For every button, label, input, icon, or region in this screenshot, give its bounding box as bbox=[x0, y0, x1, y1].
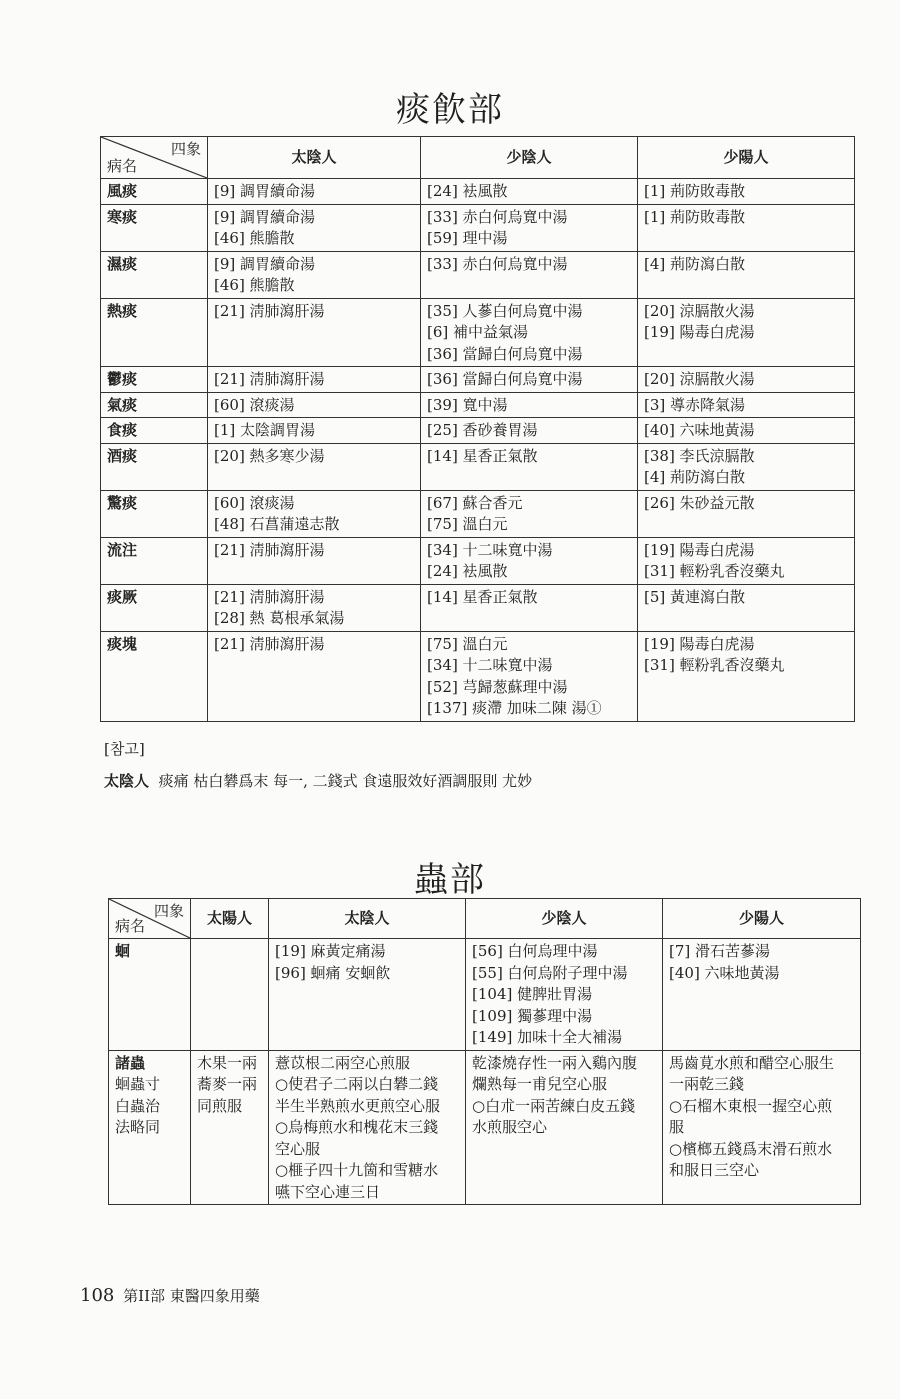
prescription-item: [20] 熱多寒少湯 bbox=[214, 446, 325, 465]
column-header: 少陽人 bbox=[663, 899, 861, 939]
prescription-item: [1] 荊防敗毒散 bbox=[644, 182, 746, 200]
prescription-cell bbox=[208, 251, 421, 298]
disease-name-cell bbox=[109, 939, 191, 1051]
prescription-item: [24] 袪風散 bbox=[427, 562, 508, 580]
prescription-item: [31] 輕粉乳香沒藥丸 bbox=[644, 562, 785, 580]
prescription-item: [21] 淸肺瀉肝湯 bbox=[214, 301, 325, 320]
prescription-item: 服 bbox=[669, 1118, 685, 1136]
disease-name: 諸蟲 bbox=[115, 1053, 146, 1072]
header-disease-label: 病名 bbox=[115, 916, 146, 935]
table-row bbox=[101, 204, 855, 251]
prescription-cell bbox=[421, 584, 638, 631]
prescription-item: ○檳榔五錢爲末滑石煎水 bbox=[669, 1139, 833, 1158]
table-row bbox=[109, 939, 861, 1051]
prescription-cell bbox=[466, 1050, 663, 1205]
disease-name: 鬱痰 bbox=[107, 370, 138, 388]
prescription-cell bbox=[208, 584, 421, 631]
note-subject: 太陰人 bbox=[104, 772, 150, 790]
prescription-item: [75] 溫白元 bbox=[427, 515, 508, 533]
prescription-cell bbox=[638, 490, 855, 537]
prescription-item: [40] 六味地黃湯 bbox=[669, 963, 780, 982]
disease-name-cell bbox=[101, 204, 208, 251]
prescription-cell bbox=[663, 939, 861, 1051]
prescription-item: [40] 六味地黃湯 bbox=[644, 421, 755, 439]
prescription-cell bbox=[208, 490, 421, 537]
disease-name: 食痰 bbox=[107, 421, 138, 439]
disease-name-cell bbox=[101, 631, 208, 721]
table-row bbox=[101, 490, 855, 537]
prescription-cell bbox=[421, 251, 638, 298]
column-header: 少陰人 bbox=[421, 137, 638, 179]
footer-book: 東醫四象用藥 bbox=[169, 1287, 260, 1305]
prescription-item: 一兩乾三錢 bbox=[669, 1075, 745, 1093]
prescription-item: [9] 調胃續命湯 bbox=[214, 182, 316, 200]
prescription-cell bbox=[208, 298, 421, 367]
prescription-item: 爛熟每一甫兒空心服 bbox=[472, 1075, 608, 1093]
disease-name-cell bbox=[101, 584, 208, 631]
prescription-cell bbox=[421, 490, 638, 537]
prescription-item: [36] 當歸白何烏寬中湯 bbox=[427, 370, 583, 388]
table-row bbox=[101, 251, 855, 298]
prescription-item: [4] 荊防瀉白散 bbox=[644, 468, 746, 486]
prescription-item: [20] 涼膈散火湯 bbox=[644, 370, 755, 388]
disease-name-cell bbox=[101, 537, 208, 584]
prescription-cell bbox=[421, 537, 638, 584]
prescription-item: [137] 痰滯 加味二陳 湯① bbox=[427, 699, 602, 717]
table-row bbox=[101, 631, 855, 721]
prescription-item: [39] 寬中湯 bbox=[427, 395, 508, 414]
prescription-item: [19] 麻黃定痛湯 bbox=[275, 942, 386, 960]
table-row bbox=[101, 179, 855, 205]
prescription-cell bbox=[638, 367, 855, 393]
prescription-item: 馬齒莧水煎和醋空心服生 bbox=[669, 1053, 835, 1072]
table-row bbox=[101, 392, 855, 418]
prescription-item: [24] 袪風散 bbox=[427, 182, 508, 200]
prescription-item: [36] 當歸白何烏寬中湯 bbox=[427, 344, 583, 363]
prescription-item: ○白朮一兩苦練白皮五錢 bbox=[472, 1096, 636, 1115]
prescription-item: 空心服 bbox=[275, 1139, 321, 1158]
prescription-cell bbox=[638, 392, 855, 418]
disease-name: 風痰 bbox=[107, 182, 138, 200]
prescription-item: ○石榴木東根一握空心煎 bbox=[669, 1096, 833, 1115]
prescription-item: ○烏梅煎水和槐花末三錢 bbox=[275, 1118, 439, 1136]
prescription-cell bbox=[663, 1050, 861, 1205]
disease-name-cell bbox=[101, 490, 208, 537]
prescription-item: [38] 李氏涼膈散 bbox=[644, 446, 755, 465]
disease-name: 蛔蟲寸 bbox=[115, 1075, 161, 1093]
prescription-item: [1] 荊防敗毒散 bbox=[644, 207, 746, 226]
table-row bbox=[101, 537, 855, 584]
header-diagonal-cell bbox=[109, 899, 191, 939]
prescription-cell bbox=[638, 298, 855, 367]
prescription-item: [46] 熊膽散 bbox=[214, 229, 295, 247]
disease-name-cell bbox=[101, 367, 208, 393]
disease-name-cell bbox=[101, 179, 208, 205]
prescription-cell bbox=[421, 298, 638, 367]
prescription-item: [25] 香砂養胃湯 bbox=[427, 421, 538, 439]
prescription-item: 半生半熟煎水更煎空心服 bbox=[275, 1096, 441, 1115]
prescription-item: [19] 陽毒白虎湯 bbox=[644, 323, 755, 341]
header-four-types-label: 四象 bbox=[170, 140, 201, 158]
prescription-item: [3] 導赤降氣湯 bbox=[644, 395, 746, 414]
disease-name: 酒痰 bbox=[107, 446, 138, 465]
prescription-cell bbox=[208, 179, 421, 205]
prescription-item: [4] 荊防瀉白散 bbox=[644, 254, 746, 273]
column-header: 少陰人 bbox=[466, 899, 663, 939]
disease-name-cell bbox=[101, 418, 208, 444]
prescription-cell bbox=[638, 204, 855, 251]
prescription-item: [21] 淸肺瀉肝湯 bbox=[214, 540, 325, 559]
prescription-item: [60] 滾痰湯 bbox=[214, 493, 295, 512]
page-number: 108 bbox=[80, 1285, 115, 1306]
prescription-item: [6] 補中益氣湯 bbox=[427, 323, 529, 341]
prescription-item: [33] 赤白何烏寬中湯 bbox=[427, 254, 568, 273]
section-title-parasite: 蟲部 bbox=[414, 860, 486, 900]
prescription-cell bbox=[638, 179, 855, 205]
prescription-cell bbox=[208, 367, 421, 393]
prescription-item: [1] 太陰調胃湯 bbox=[214, 421, 316, 439]
prescription-item: [59] 理中湯 bbox=[427, 229, 508, 247]
note-label: [참고] bbox=[104, 740, 145, 758]
parasite-table bbox=[108, 898, 861, 1205]
prescription-item: [31] 輕粉乳香沒藥丸 bbox=[644, 656, 785, 674]
prescription-item: ○使君子二兩以白礬二錢 bbox=[275, 1075, 439, 1093]
disease-name-cell bbox=[101, 443, 208, 490]
prescription-item: 和服日三空心 bbox=[669, 1161, 760, 1179]
note-body: 痰痛 枯白礬爲末 每一, 二錢式 食遠服效好酒調服則 尤妙 bbox=[158, 772, 533, 790]
prescription-item: [104] 健脾壯胃湯 bbox=[472, 985, 593, 1003]
disease-name: 痰厥 bbox=[107, 587, 138, 606]
table-row bbox=[101, 298, 855, 367]
prescription-item: ○榧子四十九箇和雪糖水 bbox=[275, 1161, 439, 1179]
prescription-cell bbox=[638, 631, 855, 721]
prescription-item: [34] 十二味寬中湯 bbox=[427, 540, 553, 559]
prescription-item: [33] 赤白何烏寬中湯 bbox=[427, 207, 568, 226]
prescription-cell bbox=[421, 179, 638, 205]
prescription-item: [67] 蘇合香元 bbox=[427, 493, 523, 512]
prescription-item: [21] 淸肺瀉肝湯 bbox=[214, 370, 325, 388]
prescription-item: [60] 滾痰湯 bbox=[214, 395, 295, 414]
column-header: 太陽人 bbox=[191, 899, 269, 939]
disease-name: 流注 bbox=[107, 540, 138, 559]
disease-name: 寒痰 bbox=[107, 207, 138, 226]
prescription-cell bbox=[208, 204, 421, 251]
prescription-cell bbox=[269, 1050, 466, 1205]
prescription-cell bbox=[638, 584, 855, 631]
prescription-item: [149] 加味十全大補湯 bbox=[472, 1028, 623, 1046]
prescription-cell bbox=[208, 418, 421, 444]
column-header: 太陰人 bbox=[208, 137, 421, 179]
header-disease-label: 病名 bbox=[107, 156, 138, 175]
header-diagonal-cell bbox=[101, 137, 208, 179]
prescription-cell bbox=[421, 367, 638, 393]
prescription-cell bbox=[208, 537, 421, 584]
prescription-item: [9] 調胃續命湯 bbox=[214, 207, 316, 226]
prescription-cell bbox=[638, 418, 855, 444]
prescription-item: 木果一兩 bbox=[197, 1053, 258, 1072]
disease-name: 驚痰 bbox=[107, 493, 138, 512]
table-row bbox=[109, 1050, 861, 1205]
disease-name: 白蟲治 bbox=[115, 1096, 161, 1115]
disease-name: 熱痰 bbox=[107, 301, 138, 320]
prescription-cell bbox=[421, 418, 638, 444]
section-title-phlegm: 痰飮部 bbox=[396, 90, 504, 130]
disease-name-cell bbox=[101, 298, 208, 367]
disease-name-cell bbox=[109, 1050, 191, 1205]
prescription-cell bbox=[421, 631, 638, 721]
prescription-item: [21] 淸肺瀉肝湯 bbox=[214, 587, 325, 606]
prescription-item: [28] 熱 葛根承氣湯 bbox=[214, 609, 345, 627]
disease-name: 痰塊 bbox=[107, 634, 138, 653]
note-text bbox=[104, 770, 532, 791]
prescription-cell bbox=[208, 392, 421, 418]
prescription-cell bbox=[191, 939, 269, 1051]
prescription-item: [26] 朱砂益元散 bbox=[644, 493, 755, 512]
prescription-item: [55] 白何烏附子理中湯 bbox=[472, 963, 628, 982]
prescription-item: [52] 芎歸葱蘇理中湯 bbox=[427, 677, 568, 696]
column-header: 太陰人 bbox=[269, 899, 466, 939]
prescription-item: [56] 白何烏理中湯 bbox=[472, 942, 598, 960]
footer-part: 第II部 bbox=[123, 1287, 165, 1305]
prescription-item: [9] 調胃續命湯 bbox=[214, 254, 316, 273]
prescription-item: [109] 獨蔘理中湯 bbox=[472, 1006, 593, 1025]
prescription-item: [20] 涼膈散火湯 bbox=[644, 301, 755, 320]
prescription-cell bbox=[208, 631, 421, 721]
table-row bbox=[101, 443, 855, 490]
disease-name: 蛔 bbox=[115, 942, 131, 960]
prescription-cell bbox=[638, 443, 855, 490]
table-row bbox=[101, 584, 855, 631]
prescription-item: 嚥下空心連三日 bbox=[275, 1182, 381, 1201]
prescription-item: [14] 星香正氣散 bbox=[427, 446, 538, 465]
prescription-cell bbox=[191, 1050, 269, 1205]
prescription-item: 水煎服空心 bbox=[472, 1118, 548, 1136]
prescription-item: 乾漆燒存性一兩入鷄內腹 bbox=[472, 1053, 638, 1072]
prescription-cell bbox=[638, 251, 855, 298]
table-row bbox=[101, 418, 855, 444]
disease-name: 氣痰 bbox=[107, 395, 138, 414]
prescription-cell bbox=[208, 443, 421, 490]
page-footer bbox=[80, 1285, 260, 1306]
prescription-item: [21] 淸肺瀉肝湯 bbox=[214, 634, 325, 653]
column-header: 少陽人 bbox=[638, 137, 855, 179]
prescription-cell bbox=[421, 443, 638, 490]
prescription-item: 薏苡根二兩空心煎服 bbox=[275, 1053, 411, 1072]
prescription-item: [19] 陽毒白虎湯 bbox=[644, 540, 755, 559]
prescription-item: [34] 十二味寬中湯 bbox=[427, 656, 553, 674]
header-four-types-label: 四象 bbox=[153, 902, 184, 920]
prescription-cell bbox=[638, 537, 855, 584]
phlegm-table bbox=[100, 136, 855, 722]
prescription-item: [75] 溫白元 bbox=[427, 634, 508, 653]
prescription-item: [96] 蛔痛 安蛔飮 bbox=[275, 963, 391, 982]
disease-name: 法略同 bbox=[115, 1118, 161, 1136]
prescription-item: [46] 熊膽散 bbox=[214, 276, 295, 294]
prescription-item: [35] 人蔘白何烏寬中湯 bbox=[427, 301, 583, 320]
prescription-item: [48] 石菖蒲遠志散 bbox=[214, 515, 340, 533]
prescription-item: 蕎麥一兩 bbox=[197, 1075, 258, 1093]
prescription-item: [14] 星香正氣散 bbox=[427, 587, 538, 606]
prescription-item: [5] 黃連瀉白散 bbox=[644, 587, 746, 606]
prescription-item: 同煎服 bbox=[197, 1096, 243, 1115]
prescription-item: [7] 滑石苦蔘湯 bbox=[669, 942, 771, 960]
table-row bbox=[101, 367, 855, 393]
prescription-cell bbox=[421, 204, 638, 251]
disease-name-cell bbox=[101, 392, 208, 418]
prescription-cell bbox=[269, 939, 466, 1051]
prescription-cell bbox=[421, 392, 638, 418]
disease-name: 濕痰 bbox=[107, 254, 138, 273]
disease-name-cell bbox=[101, 251, 208, 298]
prescription-item: [19] 陽毒白虎湯 bbox=[644, 634, 755, 653]
prescription-cell bbox=[466, 939, 663, 1051]
